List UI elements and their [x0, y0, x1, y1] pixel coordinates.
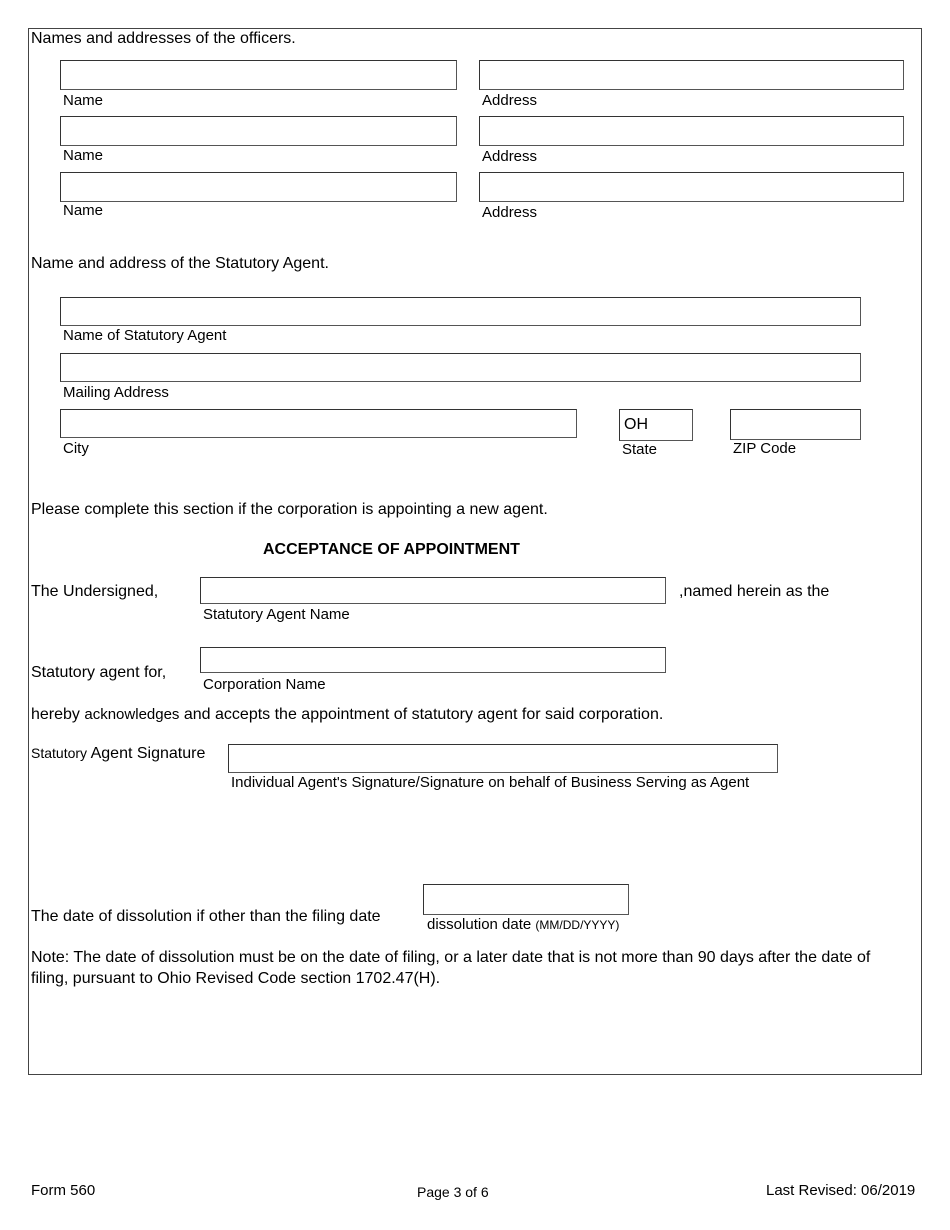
mailing-address-label: Mailing Address: [63, 384, 169, 401]
city-label: City: [63, 440, 89, 457]
named-herein-text: ,named herein as the: [679, 583, 830, 600]
officer-2-address-input[interactable]: [479, 116, 904, 146]
statutory-agent-name-label: Statutory Agent Name: [203, 606, 350, 623]
statutory-agent-name-input[interactable]: [200, 577, 666, 604]
agent-name-input[interactable]: [60, 297, 861, 326]
agent-signature-input[interactable]: [228, 744, 778, 773]
officer-2-name-label: Name: [63, 147, 104, 164]
zip-label: ZIP Code: [733, 440, 797, 457]
dissolution-label: The date of dissolution if other than the filing date: [31, 908, 381, 925]
officers-heading: Names and addresses of the officers.: [31, 30, 296, 47]
officer-3-name-input[interactable]: [60, 172, 457, 202]
officer-1-name-label: Name: [63, 92, 104, 109]
state-label: State: [622, 441, 658, 458]
page-number: Page 3 of 6: [417, 1184, 489, 1200]
corporation-name-input[interactable]: [200, 647, 666, 673]
agent-for-text: Statutory agent for,: [31, 664, 167, 681]
last-revised: Last Revised: 06/2019: [766, 1182, 916, 1199]
officer-1-address-label: Address: [482, 92, 538, 109]
dissolution-date-input[interactable]: [423, 884, 629, 915]
dissolution-date-caption: dissolution date (MM/DD/YYYY): [427, 916, 620, 933]
zip-input[interactable]: [730, 409, 861, 440]
city-input[interactable]: [60, 409, 577, 438]
officer-1-name-input[interactable]: [60, 60, 457, 90]
officer-2-name-input[interactable]: [60, 116, 457, 146]
state-input[interactable]: [619, 409, 693, 441]
officer-3-address-input[interactable]: [479, 172, 904, 202]
acknowledgement-text: hereby acknowledges and accepts the appointment of statutory agent for said corporation.: [31, 706, 664, 723]
undersigned-text: The Undersigned,: [31, 583, 159, 600]
officer-3-address-label: Address: [482, 204, 538, 221]
dissolution-note: Note: The date of dissolution must be on the date of filing, or a later date that is not more than 90 days after the date of filing, pursuant to Ohio Revised Code section 1702.47(H).: [31, 949, 871, 987]
acceptance-intro: Please complete this section if the corporation is appointing a new agent.: [31, 501, 548, 518]
agent-heading: Name and address of the Statutory Agent.: [31, 255, 329, 272]
signature-caption: Individual Agent's Signature/Signature on behalf of Business Serving as Agent: [231, 774, 750, 791]
corporation-name-label: Corporation Name: [203, 676, 326, 693]
acceptance-title: ACCEPTANCE OF APPOINTMENT: [263, 541, 520, 558]
form-number: Form 560: [31, 1182, 96, 1199]
officer-3-name-label: Name: [63, 202, 104, 219]
signature-label: Statutory Agent Signature: [31, 745, 206, 762]
mailing-address-input[interactable]: [60, 353, 861, 382]
agent-name-label: Name of Statutory Agent: [63, 327, 227, 344]
officer-1-address-input[interactable]: [479, 60, 904, 90]
officer-2-address-label: Address: [482, 148, 538, 165]
